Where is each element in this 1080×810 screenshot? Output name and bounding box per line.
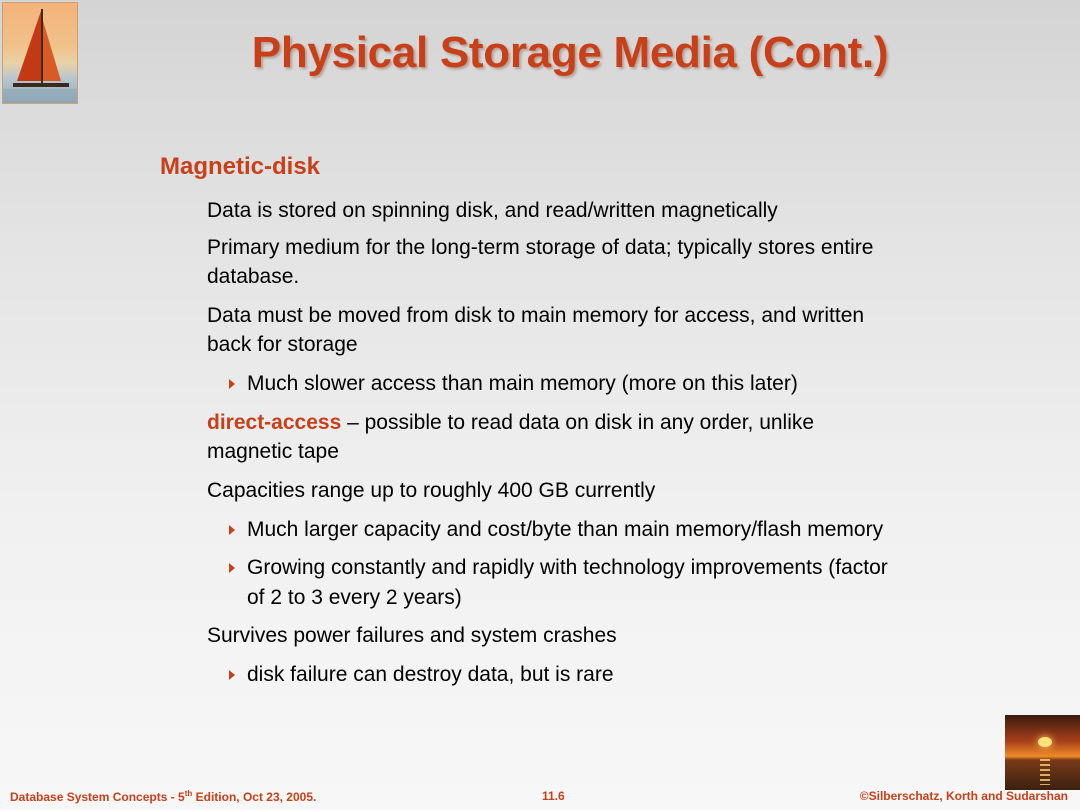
sub-list-item: disk failure can destroy data, but is rare <box>247 663 614 686</box>
definition-text: – possible to read data on disk in any order, unlike <box>341 411 815 434</box>
list-item: back for storage <box>207 333 358 356</box>
list-item: Data must be moved from disk to main memory for access, and written <box>207 304 865 327</box>
sub-list-item: Much slower access than main memory (more on this later) <box>247 372 798 395</box>
term-direct-access: direct-access <box>207 411 342 434</box>
footer-left: Database System Concepts - 5th Edition, Oct 23, 2005. <box>10 789 317 804</box>
list-item: Data is stored on spinning disk, and read/written magnetically <box>207 199 778 222</box>
list-item: Capacities range up to roughly 400 GB currently <box>207 479 656 502</box>
section-heading: Magnetic-disk <box>160 153 321 180</box>
list-item: Primary medium for the long-term storage of data; typically stores entire <box>207 236 874 259</box>
sub-list-item: Much larger capacity and cost/byte than main memory/flash memory <box>247 518 884 541</box>
sun-icon <box>1038 737 1052 747</box>
slide-title: Physical Storage Media (Cont.) <box>251 28 889 77</box>
list-item: database. <box>207 265 300 288</box>
bullet-arrow-icon <box>229 379 235 389</box>
sub-list-item: of 2 to 3 every 2 years) <box>247 586 462 609</box>
list-item <box>207 408 814 438</box>
sub-list-item: Growing constantly and rapidly with technology improvements (factor <box>247 556 888 579</box>
page-number: 11.6 <box>542 789 565 803</box>
list-item: magnetic tape <box>207 440 339 463</box>
footer-copyright: ©Silberschatz, Korth and Sudarshan <box>859 789 1068 803</box>
bullet-arrow-icon <box>229 525 235 535</box>
bullet-arrow-icon <box>229 563 235 573</box>
sunset-image <box>1005 715 1080 790</box>
bullet-arrow-icon <box>229 670 235 680</box>
list-item: Survives power failures and system crashes <box>207 624 617 647</box>
